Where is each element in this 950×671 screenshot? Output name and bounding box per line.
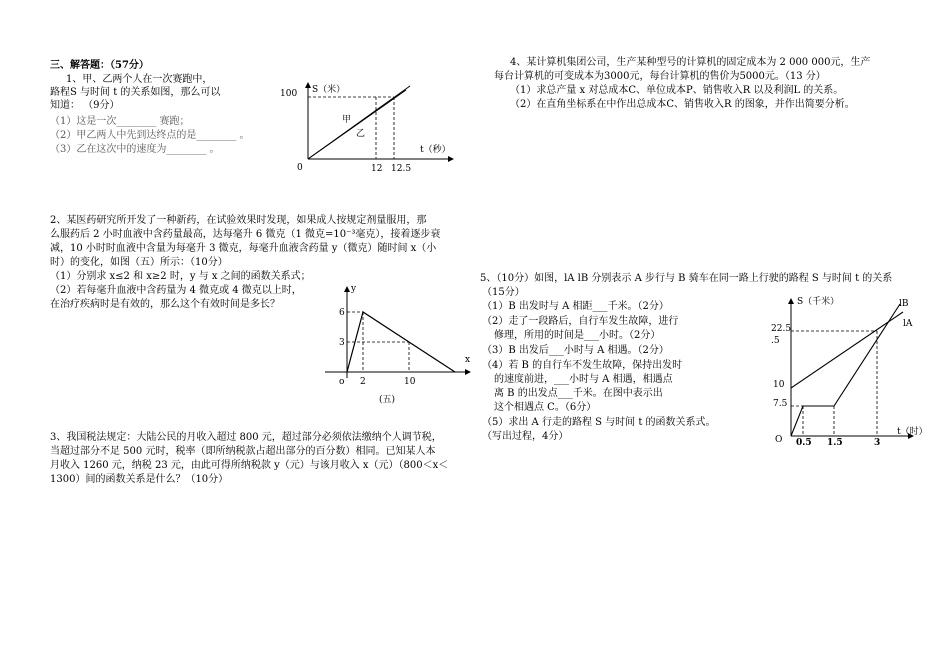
q1-label-s: S（米）: [312, 85, 346, 95]
q5-label-s: S（千米）: [797, 297, 840, 307]
q2-line4: 时）的变化，如图（五）所示：（10分）: [50, 257, 228, 268]
q1-line3: 知道： （9分）: [50, 100, 120, 111]
q2-label-x: x: [465, 355, 471, 365]
q2-label-10: 10: [404, 377, 416, 387]
q2-label-origin: o: [339, 377, 345, 387]
q5-sub1: （1）B 出发时与 A 相距___千米。（2分）: [482, 301, 669, 312]
q3-line2: 当超过部分不足 500 元时，税率（即所纳税款占超出部分的百分数）相同。已知某人本: [50, 446, 436, 457]
q5-label-origin: O: [775, 435, 783, 445]
q4-line2: 每台计算机的可变成本为3000元，每台计算机的售价为5000元。（13 分）: [494, 71, 826, 82]
q5-line-lb: [791, 304, 900, 436]
q2-label-y: y: [351, 284, 357, 294]
q1-label-jia: 甲: [342, 115, 352, 125]
q5-label-10: 10: [773, 380, 785, 390]
q5-label-225: 22.5: [771, 324, 792, 334]
q5-line-la: [791, 312, 903, 388]
q5-label-t: t（时）: [897, 427, 928, 437]
q5-line1: 5、（10分）如图，lA lB 分别表示 A 步行与 B 骑车在同一路上行驶的路程 S 与时间 t 的关系: [480, 273, 893, 284]
q1-y-arrow: [305, 82, 311, 88]
q2-label-3: 3: [339, 338, 345, 348]
q1-x-arrow: [448, 156, 454, 162]
q3-line3: 月收入 1260 元，纳税 23 元，由此可得所纳税款 y（元）与该月收入 x（元）（800＜x＜: [50, 460, 449, 471]
q5-sub4d: 这个相遇点 C。（6分）: [494, 402, 597, 413]
q5-label-75: 7.5: [773, 399, 788, 409]
q5-label-3: 3: [874, 438, 881, 448]
q1-label-12: 12: [371, 164, 383, 174]
q2-line3: 减，10 小时时血液中含量为每毫升 3 微克，每毫升血液含药量 y（微克）随时间 x（小: [50, 243, 437, 254]
q5-sub4b: 的速度前进，___小时与 A 相遇，相遇点: [494, 374, 673, 385]
q5-sub3: （3）B 出发后___小时与 A 相遇。（2分）: [482, 345, 669, 356]
q5-label-225b: .5: [771, 336, 780, 346]
q1-sub3: （3）乙在这次中的速度为________ 。: [50, 144, 220, 155]
q3-line4: 1300）间的函数关系是什么？（10分）: [50, 474, 229, 485]
q2-line1: 2、某医药研究所开发了一种新药，在试验效果时发现，如果成人按规定剂量服用，那: [50, 215, 427, 226]
section-title: 三、解答题：（57分）: [50, 60, 149, 71]
q5-sub5a: （5）求出 A 行走的路程 S 与时间 t 的函数关系式。: [482, 417, 716, 428]
q5-label-la: lA: [903, 319, 913, 329]
q1-chart: [270, 80, 480, 180]
q5-sub2a: （2）走了一段路后，自行车发生故障，进行: [482, 316, 679, 327]
q2-sub2: （2）若每毫升血液中含药量为 4 微克或 4 微克以上时，: [50, 285, 302, 296]
q2-label-2: 2: [360, 377, 366, 387]
q5-sub5b: （写出过程，4分）: [482, 431, 569, 442]
q3-line1: 3、我国税法规定：大陆公民的月收入超过 800 元，超过部分必须依法缴纳个人调节税，: [50, 432, 442, 443]
q1-line-yi: [308, 90, 406, 159]
q1-label-t: t（秒）: [420, 145, 451, 155]
q4-line1: 4、某计算机集团公司，生产某种型号的计算机的固定成本为 2 000 000元，生产: [510, 57, 871, 68]
q5-label-lb: lB: [899, 299, 909, 309]
q1-sub2: （2）甲乙两人中先到达终点的是________ 。: [50, 130, 250, 141]
q5-chart: [765, 290, 940, 450]
q1-label-100: 100: [280, 89, 298, 99]
q1-line2: 路程S 与时间 t 的关系如图，那么可以: [50, 87, 221, 98]
q2-label-6: 6: [339, 308, 345, 318]
q5-sub2b: 修理，所用的时间是___小时。（2分）: [494, 330, 661, 341]
q2-sub1: （1）分别求 x≤2 和 x≥2 时，y 与 x 之间的函数关系式；: [50, 271, 311, 282]
q1-label-125: 12.5: [391, 164, 412, 174]
q2-x-arrow: [465, 369, 471, 375]
q5-sub4a: （4）若 B 的自行车不发生故障，保持出发时: [482, 360, 683, 371]
q5-label-15: 1.5: [827, 438, 843, 448]
q2-caption: (五): [379, 395, 396, 405]
q4-sub1: （1）求总产量 x 对总成本C、单位成本P、销售收入R 以及利润L 的关系。: [510, 85, 844, 96]
q5-sub4c: 离 B 的出发点___千米。在图中表示出: [494, 388, 663, 399]
q1-line1: 1、甲、乙两个人在一次赛跑中，: [66, 74, 213, 85]
q5-label-05: 0.5: [796, 438, 812, 448]
q5-y-arrow: [788, 298, 794, 304]
q1-label-yi: 乙: [356, 129, 366, 139]
q2-line2: 么服药后 2 小时血液中含药量最高，达每毫升 6 微克（1 微克=10⁻³毫克），接着逐步衰: [50, 229, 441, 240]
q2-chart: [325, 282, 480, 407]
q5-line2: （15分）: [482, 287, 525, 298]
q2-y-arrow: [344, 286, 350, 292]
q2-sub3: 在治疗疾病时是有效的，那么这个有效时间是多长？: [50, 299, 280, 310]
q1-label-origin: 0: [297, 163, 303, 173]
q4-sub2: （2）在直角坐标系在中作出总成本C、销售收入R 的图象，并作出简要分析。: [510, 99, 855, 110]
q1-sub1: （1）这是一次________ 赛跑；: [50, 116, 190, 127]
